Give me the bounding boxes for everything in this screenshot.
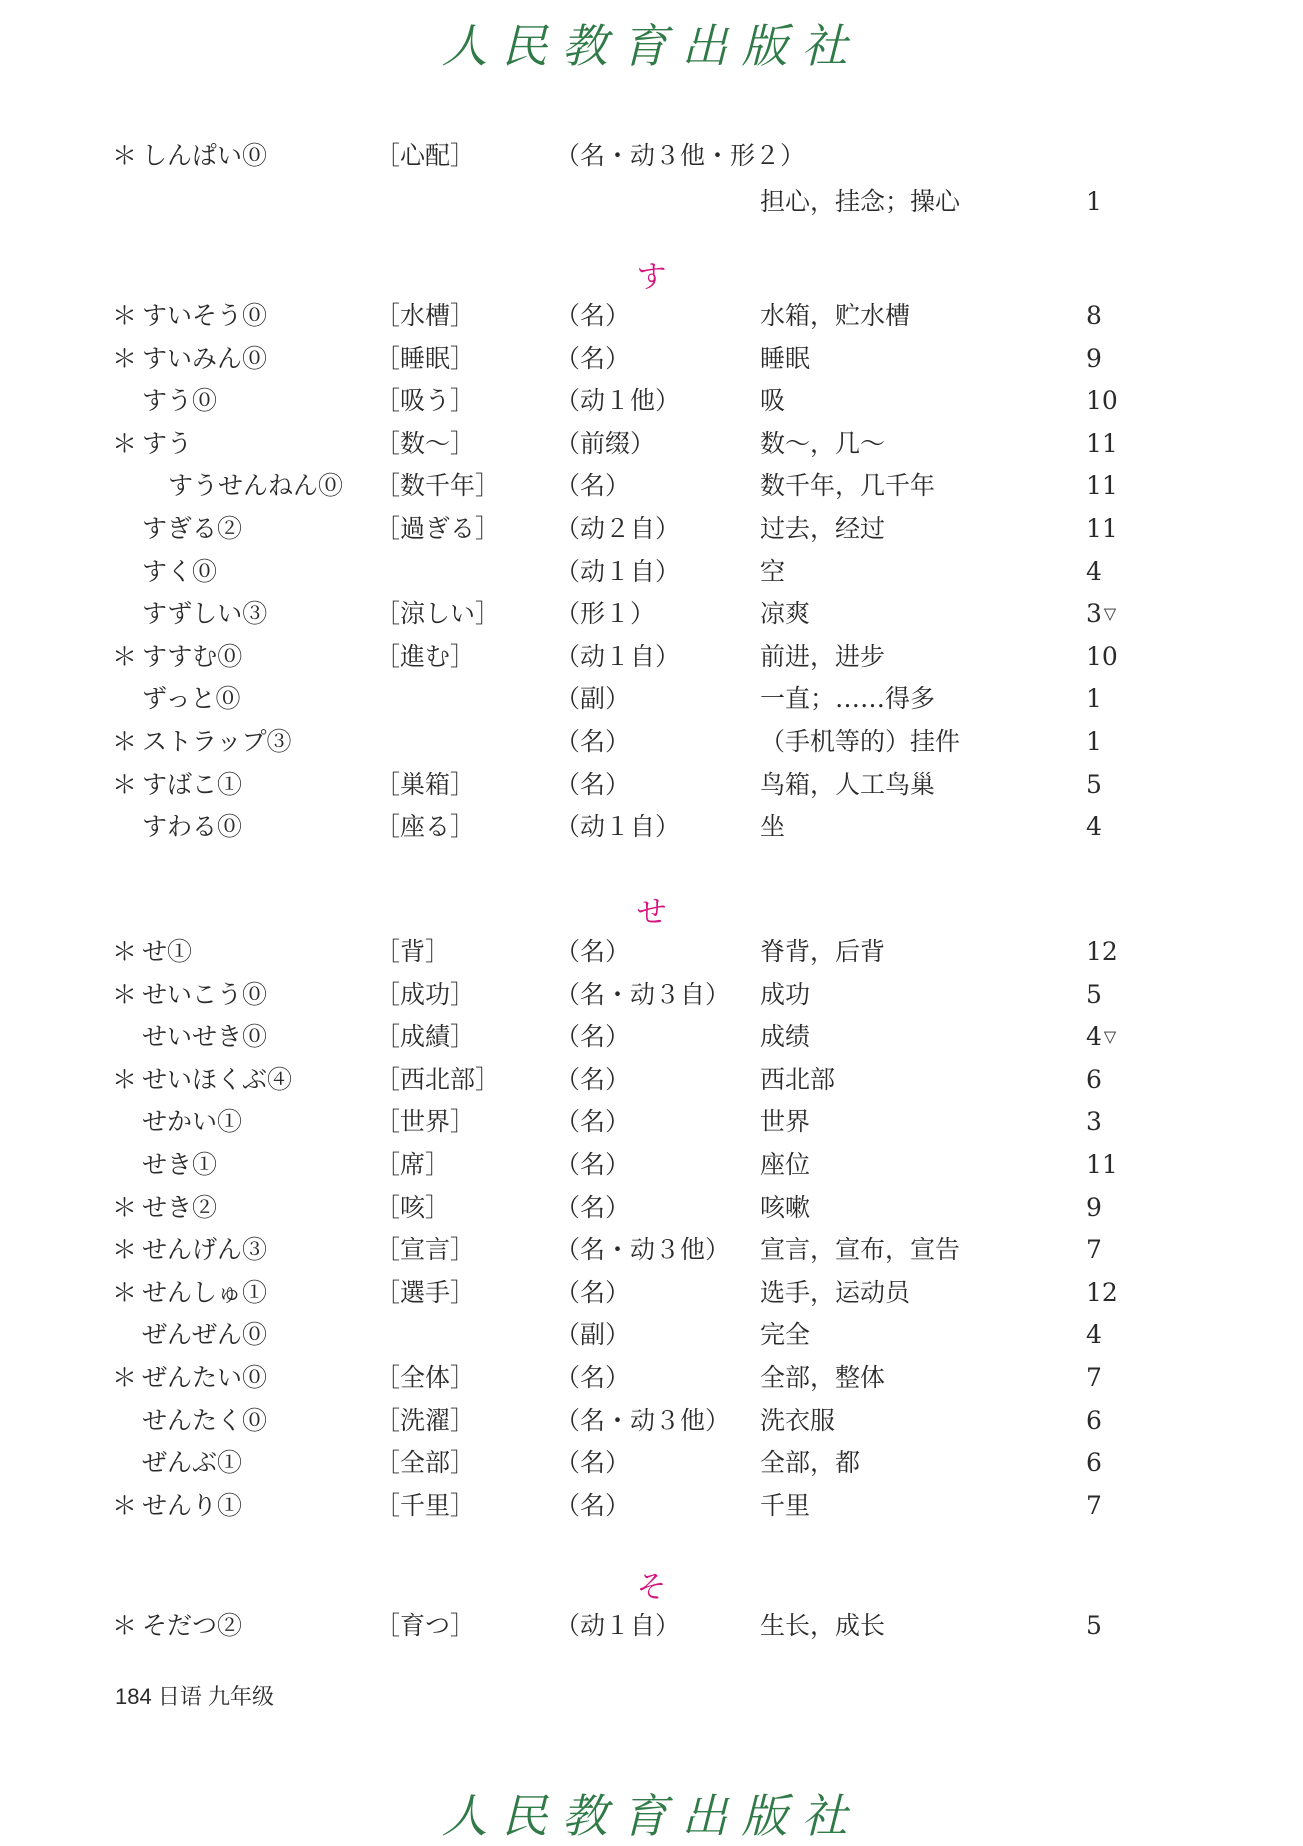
glossary-entry: [0, 1488, 1303, 1524]
glossary-entry: [0, 1019, 1303, 1055]
entry-word: すう⓪: [142, 386, 218, 415]
entry-pos: （动１自）: [555, 557, 681, 586]
entry-lesson: [1086, 341, 1102, 377]
entry-pos: （名）: [555, 770, 631, 799]
entry-pos: （动１他）: [555, 386, 681, 415]
entry-word: すう: [142, 429, 193, 458]
entry-kanji: ［数千年］: [375, 471, 501, 500]
lesson-number: 9: [1086, 1193, 1102, 1222]
entry-word: せいほくぶ④: [142, 1065, 293, 1094]
lesson-number: 11: [1086, 1150, 1118, 1179]
entry-meaning: 宣言，宣布，宣告: [760, 1235, 961, 1264]
entry-word: すすむ⓪: [142, 642, 243, 671]
entry-word: すばこ①: [142, 770, 243, 799]
entry-pos: （名・动３自）: [555, 980, 731, 1009]
lesson-number: 4: [1086, 1320, 1102, 1349]
entry-lesson: [1086, 639, 1118, 675]
entry-word: すいそう⓪: [142, 301, 268, 330]
entry-kanji: ［成功］: [375, 980, 476, 1009]
new-word-star: ＊: [112, 937, 138, 966]
lesson-number: 12: [1086, 1278, 1118, 1307]
entry-pos: （名）: [555, 1448, 631, 1477]
entry-lesson: [1086, 1062, 1102, 1098]
entry-meaning: 睡眠: [760, 344, 811, 373]
entry-lesson: [1086, 1147, 1118, 1183]
entry-kanji: ［成績］: [375, 1022, 476, 1051]
lesson-number: 6: [1086, 1406, 1102, 1435]
entry-lesson: [1086, 383, 1118, 419]
entry-word: しんぱい⓪: [142, 141, 268, 170]
new-word-star: ＊: [112, 1278, 138, 1307]
entry-meaning: 担心，挂念；操心: [760, 187, 961, 216]
new-word-star: ＊: [112, 1065, 138, 1094]
entry-lesson: [1086, 1275, 1118, 1311]
glossary-entry: [0, 809, 1303, 845]
glossary-entry: [0, 977, 1303, 1013]
entry-pos: （动１自）: [555, 1611, 681, 1640]
glossary-entry: [0, 1232, 1303, 1268]
entry-kanji: ［巣箱］: [375, 770, 476, 799]
entry-kanji: ［全部］: [375, 1448, 476, 1477]
new-word-star: ＊: [112, 1193, 138, 1222]
publisher-logo-top: 人民教育出版社: [441, 19, 862, 73]
glossary-entry: [0, 468, 1303, 504]
entry-word: すわる⓪: [142, 812, 243, 841]
entry-meaning: 西北部: [760, 1065, 836, 1094]
entry-meaning: 数千年，几千年: [760, 471, 936, 500]
glossary-entry: [0, 639, 1303, 675]
entry-kanji: ［西北部］: [375, 1065, 501, 1094]
entry-meaning: 水箱，贮水槽: [760, 301, 911, 330]
page-footer: [115, 1682, 274, 1712]
publisher-logo-bottom: 人民教育出版社: [441, 1789, 862, 1843]
new-word-star: ＊: [112, 1235, 138, 1264]
lesson-number: 4: [1086, 812, 1102, 841]
entry-kanji: ［水槽］: [375, 301, 476, 330]
entry-pos: （动２自）: [555, 514, 681, 543]
entry-word: せんり①: [142, 1491, 243, 1520]
entry-meaning: 座位: [760, 1150, 811, 1179]
glossary-entry: [0, 138, 1303, 174]
entry-kanji: ［涼しい］: [375, 599, 501, 628]
section-header: す: [636, 260, 667, 295]
entry-meaning: 成绩: [760, 1022, 811, 1051]
lesson-number: 11: [1086, 471, 1118, 500]
glossary-entry: [0, 1190, 1303, 1226]
entry-kanji: ［咳］: [375, 1193, 451, 1222]
entry-lesson: [1086, 596, 1117, 632]
new-word-star: ＊: [112, 642, 138, 671]
entry-lesson: [1086, 1317, 1102, 1353]
entry-word: ぜんたい⓪: [142, 1363, 268, 1392]
entry-kanji: ［数～］: [375, 429, 476, 458]
entry-lesson: [1086, 934, 1118, 970]
glossary-entry: [0, 1147, 1303, 1183]
glossary-entry: [0, 298, 1303, 334]
new-word-star: ＊: [112, 727, 138, 756]
entry-lesson: [1086, 1019, 1117, 1055]
entry-meaning: 成功: [760, 980, 811, 1009]
entry-pos: （名）: [555, 301, 631, 330]
entry-word: せんたく⓪: [142, 1406, 268, 1435]
glossary-entry: [0, 1608, 1303, 1644]
entry-kanji: ［席］: [375, 1150, 451, 1179]
entry-meaning: 凉爽: [760, 599, 811, 628]
lesson-number: 7: [1086, 1235, 1102, 1264]
lesson-number: 8: [1086, 301, 1102, 330]
lesson-number: 7: [1086, 1491, 1102, 1520]
entry-word: せんげん③: [142, 1235, 268, 1264]
entry-kanji: ［心配］: [375, 141, 476, 170]
entry-lesson: [1086, 1403, 1102, 1439]
entry-lesson: [1086, 1488, 1102, 1524]
entry-kanji: ［選手］: [375, 1278, 476, 1307]
entry-pos: （动１自）: [555, 642, 681, 671]
page-number: 184: [115, 1684, 152, 1709]
entry-meaning: 全部，都: [760, 1448, 861, 1477]
entry-pos: （名・动３他）: [555, 1406, 731, 1435]
entry-lesson: [1086, 1232, 1102, 1268]
glossary-entry: [0, 724, 1303, 760]
entry-pos: （动１自）: [555, 812, 681, 841]
glossary-entry: [0, 383, 1303, 419]
entry-pos: （副）: [555, 684, 631, 713]
new-word-star: ＊: [112, 344, 138, 373]
glossary-entry: [0, 767, 1303, 803]
lesson-number: 11: [1086, 514, 1118, 543]
entry-meaning: 吸: [760, 386, 786, 415]
entry-meaning: 过去，经过: [760, 514, 886, 543]
entry-lesson: [1086, 511, 1118, 547]
lesson-number: 12: [1086, 937, 1118, 966]
lesson-number: 5: [1086, 980, 1102, 1009]
entry-lesson: 1: [1086, 187, 1102, 216]
entry-word: せいこう⓪: [142, 980, 268, 1009]
entry-word: すく⓪: [142, 557, 218, 586]
entry-pos: （名・动３他）: [555, 1235, 731, 1264]
lesson-number: 11: [1086, 429, 1118, 458]
entry-word: せ①: [142, 937, 193, 966]
entry-meaning: （手机等的）挂件: [760, 727, 961, 756]
entry-meaning: 洗衣服: [760, 1406, 836, 1435]
lesson-number: 4: [1086, 1022, 1102, 1051]
entry-pos: （名）: [555, 1491, 631, 1520]
entry-pos: （名）: [555, 1278, 631, 1307]
entry-lesson: [1086, 1190, 1102, 1226]
entry-word: せき①: [142, 1150, 218, 1179]
book-title: 日语 九年级: [157, 1684, 274, 1709]
glossary-entry: [0, 596, 1303, 632]
entry-pos: （名）: [555, 937, 631, 966]
entry-pos: （名・动３他・形２）: [555, 141, 806, 170]
entry-kanji: ［世界］: [375, 1107, 476, 1136]
section-header: せ: [636, 895, 667, 930]
glossary-entry: [0, 511, 1303, 547]
entry-kanji: ［進む］: [375, 642, 476, 671]
lesson-number: 1: [1086, 684, 1102, 713]
entry-word: せいせき⓪: [142, 1022, 268, 1051]
entry-meaning: 生长，成长: [760, 1611, 886, 1640]
lesson-number: 5: [1086, 1611, 1102, 1640]
entry-kanji: ［全体］: [375, 1363, 476, 1392]
entry-word: すずしい③: [142, 599, 268, 628]
lesson-number: 4: [1086, 557, 1102, 586]
lesson-number: 3: [1086, 599, 1102, 628]
glossary-entry: [0, 681, 1303, 717]
entry-word: ストラップ③: [142, 727, 292, 756]
entry-lesson: [1086, 767, 1102, 803]
lesson-number: 10: [1086, 642, 1118, 671]
entry-word: そだつ②: [142, 1611, 243, 1640]
new-word-star: ＊: [112, 1491, 138, 1520]
entry-pos: （名）: [555, 1065, 631, 1094]
new-word-star: ＊: [112, 301, 138, 330]
entry-kanji: ［宣言］: [375, 1235, 476, 1264]
glossary-entry: [0, 341, 1303, 377]
entry-pos: （名）: [555, 1022, 631, 1051]
new-word-star: ＊: [112, 1611, 138, 1640]
new-word-star: ＊: [112, 770, 138, 799]
entry-lesson: [1086, 1104, 1102, 1140]
entry-word: ぜんぜん⓪: [142, 1320, 268, 1349]
entry-lesson: [1086, 724, 1102, 760]
entry-kanji: ［千里］: [375, 1491, 476, 1520]
entry-lesson: [1086, 681, 1102, 717]
entry-lesson: [1086, 426, 1118, 462]
entry-meaning: 千里: [760, 1491, 811, 1520]
glossary-entry: [0, 1360, 1303, 1396]
entry-pos: （形１）: [555, 599, 656, 628]
glossary-entry: [0, 554, 1303, 590]
entry-meaning: 一直；……得多: [760, 684, 936, 713]
section-header: そ: [636, 1570, 667, 1605]
glossary-entry: [0, 934, 1303, 970]
entry-meaning: 脊背，后背: [760, 937, 886, 966]
entry-kanji: ［睡眠］: [375, 344, 476, 373]
glossary-entry: [0, 1062, 1303, 1098]
entry-kanji: ［座る］: [375, 812, 476, 841]
glossary-entry: [0, 1104, 1303, 1140]
lesson-number: 6: [1086, 1065, 1102, 1094]
entry-pos: （名）: [555, 1193, 631, 1222]
lesson-number: 5: [1086, 770, 1102, 799]
entry-pos: （名）: [555, 1107, 631, 1136]
entry-meaning: 前进，进步: [760, 642, 886, 671]
entry-pos: （前缀）: [555, 429, 656, 458]
entry-lesson: [1086, 809, 1102, 845]
entry-word: せかい①: [142, 1107, 243, 1136]
entry-pos: （名）: [555, 471, 631, 500]
entry-kanji: ［育つ］: [375, 1611, 476, 1640]
entry-lesson: [1086, 554, 1102, 590]
entry-meaning: 坐: [760, 812, 786, 841]
entry-meaning: 数～，几～: [760, 429, 886, 458]
lesson-number: 10: [1086, 386, 1118, 415]
entry-word: すぎる②: [142, 514, 243, 543]
triangle-mark-icon: ▽: [1103, 604, 1117, 623]
entry-lesson: [1086, 1445, 1102, 1481]
new-word-star: ＊: [112, 429, 138, 458]
entry-meaning: 完全: [760, 1320, 811, 1349]
entry-lesson: [1086, 468, 1118, 504]
lesson-number: 9: [1086, 344, 1102, 373]
entry-word: すいみん⓪: [142, 344, 268, 373]
entry-kanji: ［過ぎる］: [375, 514, 501, 543]
glossary-entry: [0, 1403, 1303, 1439]
new-word-star: ＊: [112, 141, 138, 170]
entry-kanji: ［背］: [375, 937, 451, 966]
new-word-star: ＊: [112, 1363, 138, 1392]
entry-word: せき②: [142, 1193, 218, 1222]
lesson-number: 6: [1086, 1448, 1102, 1477]
entry-word: すうせんねん⓪: [168, 471, 344, 500]
entry-word: ずっと⓪: [142, 684, 241, 713]
entry-meaning: 世界: [760, 1107, 811, 1136]
glossary-entry: [0, 426, 1303, 462]
triangle-mark-icon: ▽: [1103, 1027, 1117, 1046]
entry-pos: （名）: [555, 1150, 631, 1179]
entry-meaning: 空: [760, 557, 786, 586]
glossary-entry: [0, 1445, 1303, 1481]
entry-lesson: [1086, 298, 1102, 334]
entry-meaning: 选手，运动员: [760, 1278, 911, 1307]
glossary-entry-continuation: [0, 184, 1303, 220]
entry-meaning: 咳嗽: [760, 1193, 811, 1222]
entry-pos: （名）: [555, 344, 631, 373]
entry-word: せんしゅ①: [142, 1278, 268, 1307]
entry-word: ぜんぶ①: [142, 1448, 243, 1477]
entry-lesson: [1086, 1608, 1102, 1644]
entry-pos: （名）: [555, 727, 631, 756]
entry-kanji: ［洗濯］: [375, 1406, 476, 1435]
entry-lesson: [1086, 1360, 1102, 1396]
glossary-entry: [0, 1275, 1303, 1311]
lesson-number: 3: [1086, 1107, 1102, 1136]
entry-lesson: [1086, 977, 1102, 1013]
glossary-entry: [0, 1317, 1303, 1353]
lesson-number: 7: [1086, 1363, 1102, 1392]
entry-meaning: 全部，整体: [760, 1363, 886, 1392]
new-word-star: ＊: [112, 980, 138, 1009]
entry-pos: （副）: [555, 1320, 631, 1349]
entry-pos: （名）: [555, 1363, 631, 1392]
lesson-number: 1: [1086, 727, 1102, 756]
entry-kanji: ［吸う］: [375, 386, 476, 415]
entry-meaning: 鸟箱，人工鸟巢: [760, 770, 936, 799]
